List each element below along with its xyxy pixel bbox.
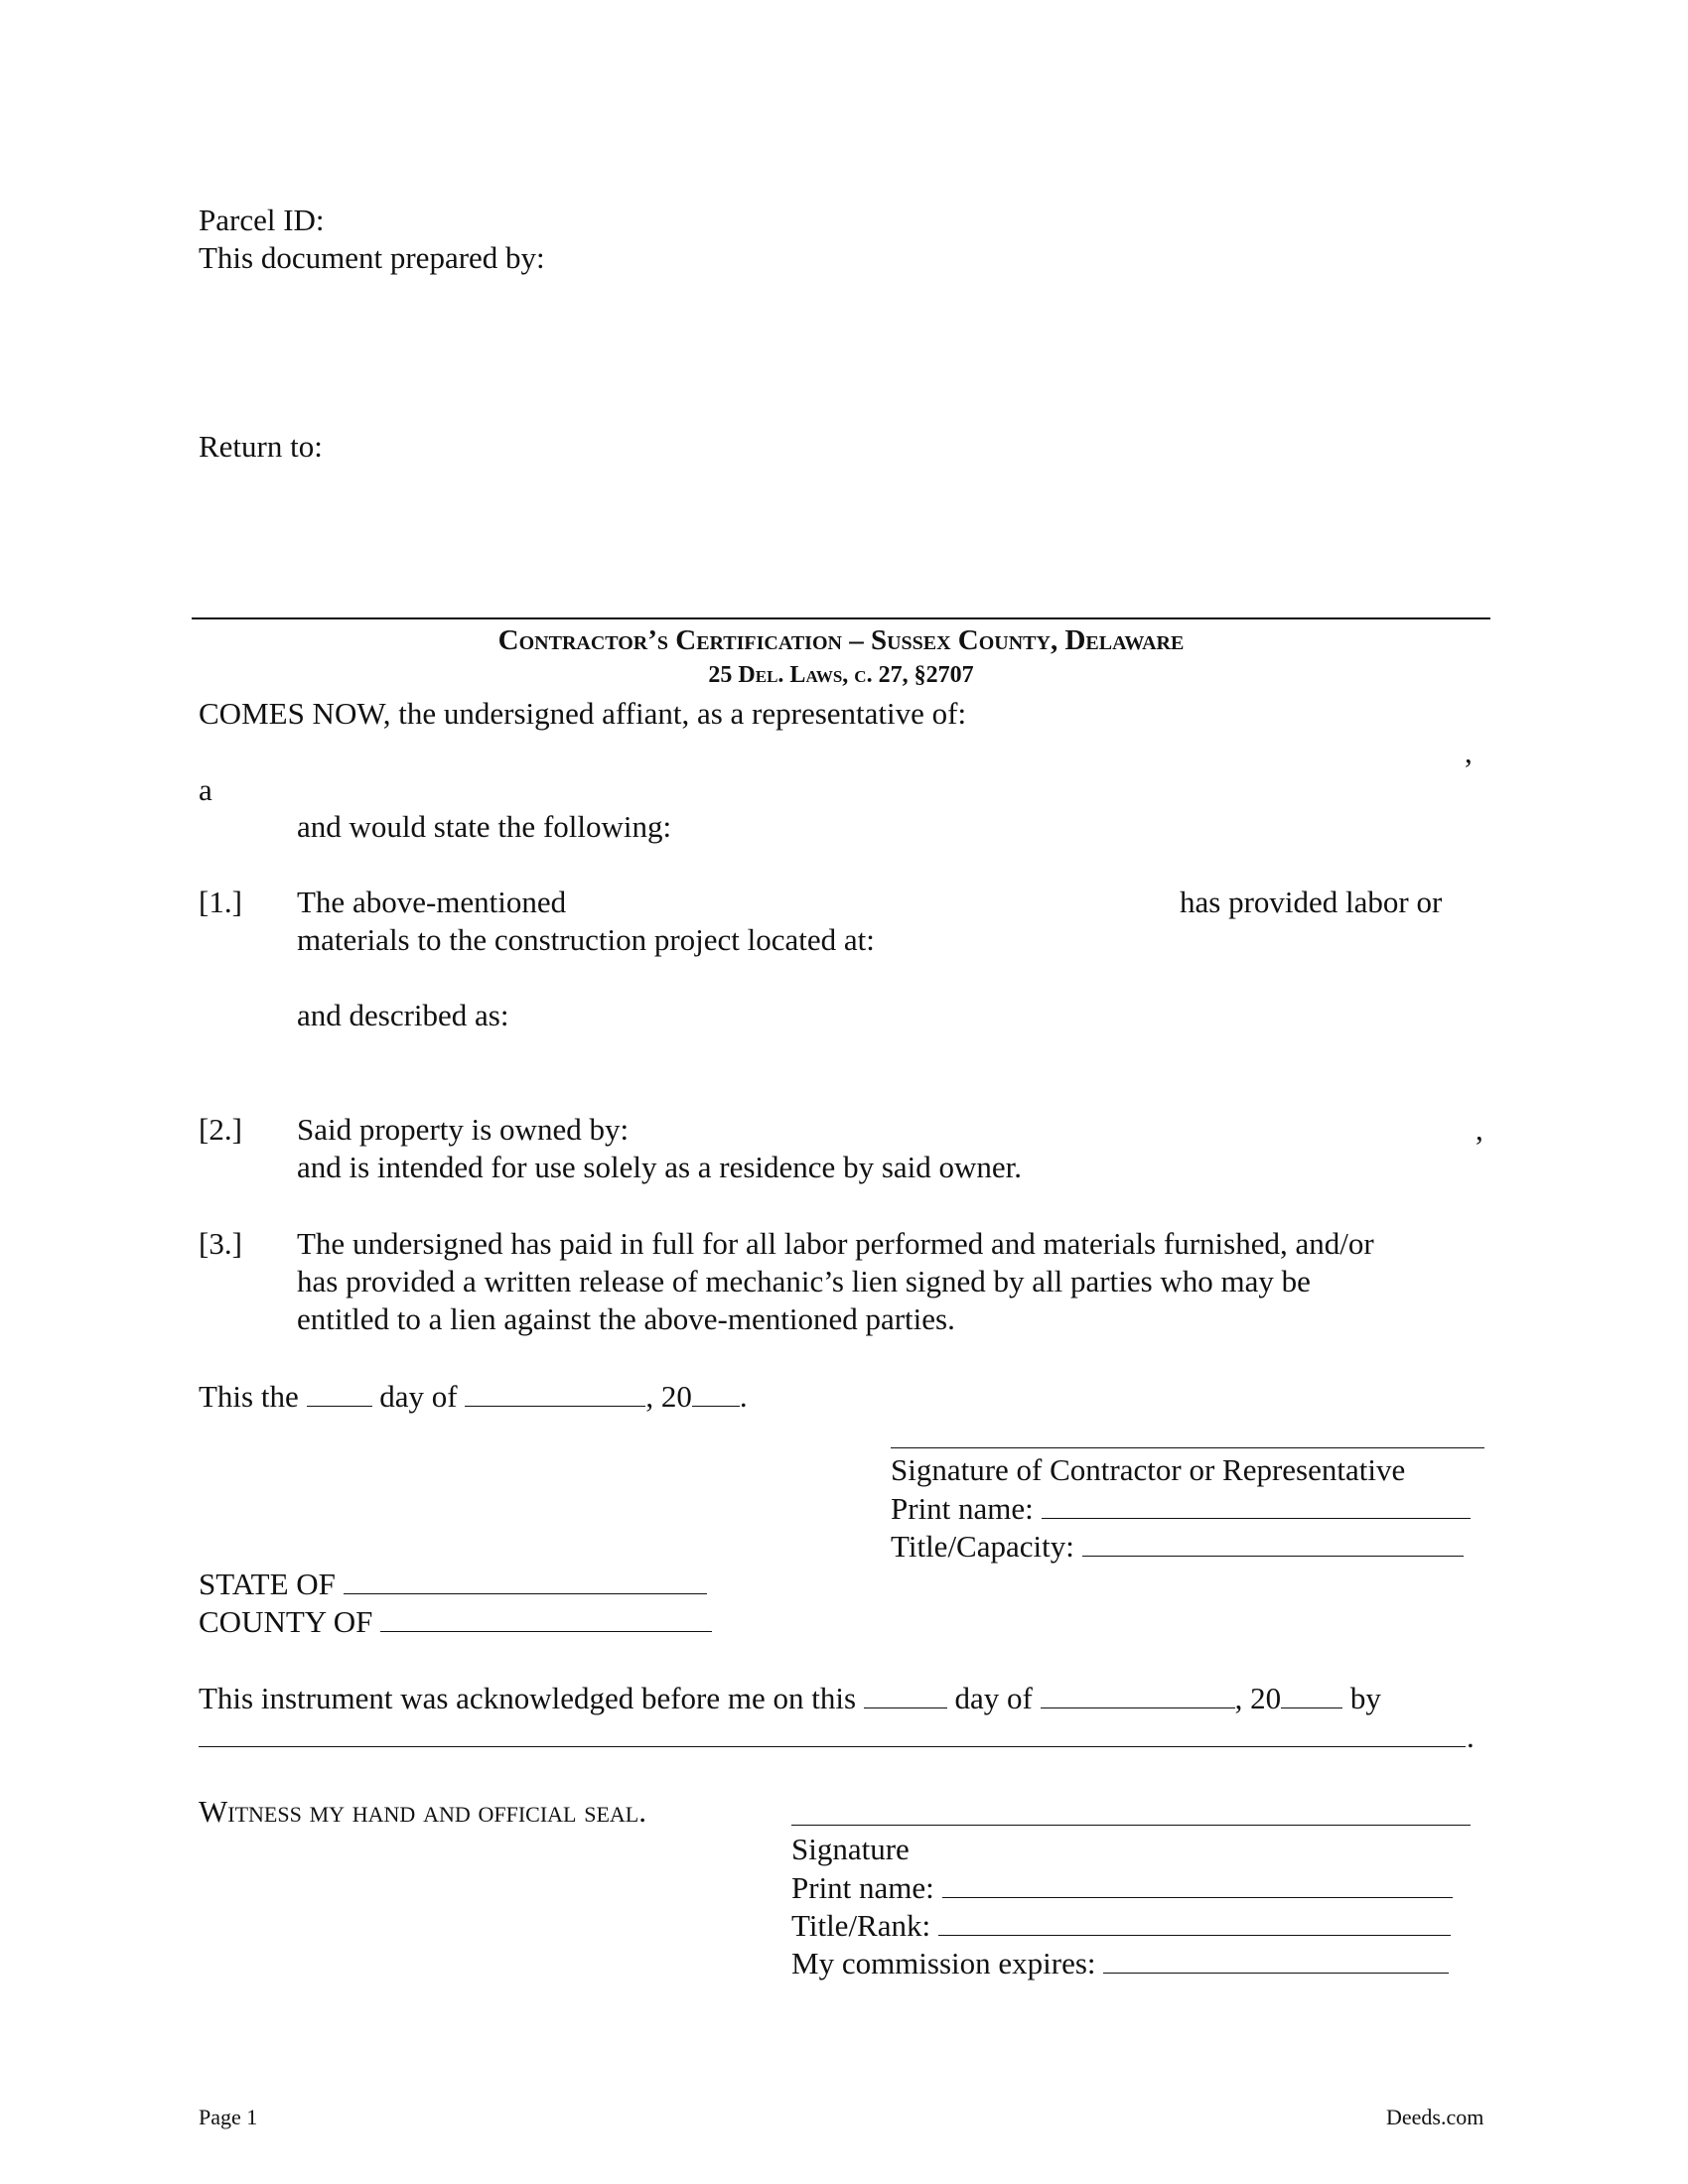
notary-print-name-blank[interactable] bbox=[942, 1871, 1453, 1898]
item-number: [2.] bbox=[199, 1112, 242, 1147]
notary-commission bbox=[791, 1947, 1449, 1979]
comma-mark: , bbox=[1476, 1112, 1483, 1147]
dateline bbox=[199, 1380, 748, 1412]
contractor-signature-caption: Signature of Contractor or Representative bbox=[891, 1452, 1406, 1487]
parcel-id-label: Parcel ID: bbox=[199, 203, 325, 237]
print-name-blank[interactable] bbox=[1042, 1492, 1471, 1519]
title-capacity-blank[interactable] bbox=[1082, 1530, 1464, 1557]
ack-day-of-text: day of bbox=[954, 1681, 1033, 1715]
item3-line1: The undersigned has paid in full for all labor performed and materials furnished, and/or bbox=[297, 1226, 1374, 1261]
ack-year-blank[interactable] bbox=[1281, 1682, 1342, 1708]
item-number: [1.] bbox=[199, 885, 242, 919]
acknowledged-by-line[interactable] bbox=[199, 1746, 1466, 1747]
commission-label: My commission expires: bbox=[791, 1946, 1096, 1980]
document-title: Contractor’s Certification – Sussex County, Delaware bbox=[497, 624, 1185, 656]
entity-type-article: a bbox=[199, 772, 212, 807]
year-blank[interactable] bbox=[692, 1380, 740, 1407]
contractor-signature-line[interactable] bbox=[891, 1447, 1484, 1448]
state-blank[interactable] bbox=[344, 1568, 707, 1594]
commission-blank[interactable] bbox=[1103, 1947, 1449, 1974]
page-number: Page 1 bbox=[199, 2105, 258, 2129]
notary-print-name bbox=[791, 1871, 1453, 1903]
day-of-text: day of bbox=[379, 1379, 458, 1414]
ack-day-blank[interactable] bbox=[864, 1682, 947, 1708]
item1-line1-right: has provided labor or bbox=[1180, 885, 1443, 919]
item3-line2: has provided a written release of mechanic’s lien signed by all parties who may be bbox=[297, 1264, 1311, 1298]
this-the-text: This the bbox=[199, 1379, 299, 1414]
year-prefix: , 20 bbox=[645, 1379, 692, 1414]
item-number: [3.] bbox=[199, 1226, 242, 1261]
contractor-print-name bbox=[891, 1492, 1471, 1524]
statute-citation: 25 Del. Laws, c. 27, §2707 bbox=[708, 662, 974, 688]
notary-signature-caption: Signature bbox=[791, 1832, 910, 1866]
ack-by-text: by bbox=[1349, 1681, 1381, 1715]
county-of-label: COUNTY OF bbox=[199, 1604, 373, 1639]
comma-mark: , bbox=[1465, 735, 1473, 769]
state-following-text: and would state the following: bbox=[297, 809, 672, 844]
state-of-label: STATE OF bbox=[199, 1567, 336, 1601]
day-blank[interactable] bbox=[307, 1380, 372, 1407]
county-of-line bbox=[199, 1605, 712, 1637]
item3-line3: entitled to a lien against the above-mentioned parties. bbox=[297, 1301, 955, 1336]
ack-year-prefix: , 20 bbox=[1234, 1681, 1282, 1715]
item1-line1-left: The above-mentioned bbox=[297, 885, 567, 919]
item2-line1: Said property is owned by: bbox=[297, 1112, 630, 1147]
notary-signature-line[interactable] bbox=[791, 1825, 1471, 1826]
print-name-label: Print name: bbox=[891, 1491, 1034, 1526]
prepared-by-label: This document prepared by: bbox=[199, 240, 545, 275]
month-blank[interactable] bbox=[465, 1380, 645, 1407]
period-mark: . bbox=[739, 1379, 748, 1414]
brand-footer: Deeds.com bbox=[1386, 2105, 1484, 2129]
item1-line2: materials to the construction project located at: bbox=[297, 922, 875, 957]
return-to-label: Return to: bbox=[199, 429, 323, 464]
item2-line2: and is intended for use solely as a residence by said owner. bbox=[297, 1150, 1023, 1184]
county-blank[interactable] bbox=[380, 1605, 712, 1632]
period-mark: . bbox=[1467, 1719, 1475, 1754]
acknowledgment-text: This instrument was acknowledged before me on this bbox=[199, 1681, 857, 1715]
acknowledgment-line bbox=[199, 1682, 1381, 1713]
notary-title-rank bbox=[791, 1909, 1451, 1941]
notary-print-name-label: Print name: bbox=[791, 1870, 934, 1905]
title-capacity-label: Title/Capacity: bbox=[891, 1529, 1074, 1564]
item1-line3: and described as: bbox=[297, 998, 509, 1032]
title-rank-label: Title/Rank: bbox=[791, 1908, 931, 1943]
state-of-line bbox=[199, 1568, 707, 1599]
comes-now-text: COMES NOW, the undersigned affiant, as a representative of: bbox=[199, 696, 967, 731]
title-divider bbox=[192, 617, 1490, 619]
contractor-title-capacity bbox=[891, 1530, 1464, 1562]
title-rank-blank[interactable] bbox=[938, 1909, 1451, 1936]
ack-month-blank[interactable] bbox=[1041, 1682, 1235, 1708]
witness-text: Witness my hand and official seal. bbox=[199, 1794, 646, 1829]
